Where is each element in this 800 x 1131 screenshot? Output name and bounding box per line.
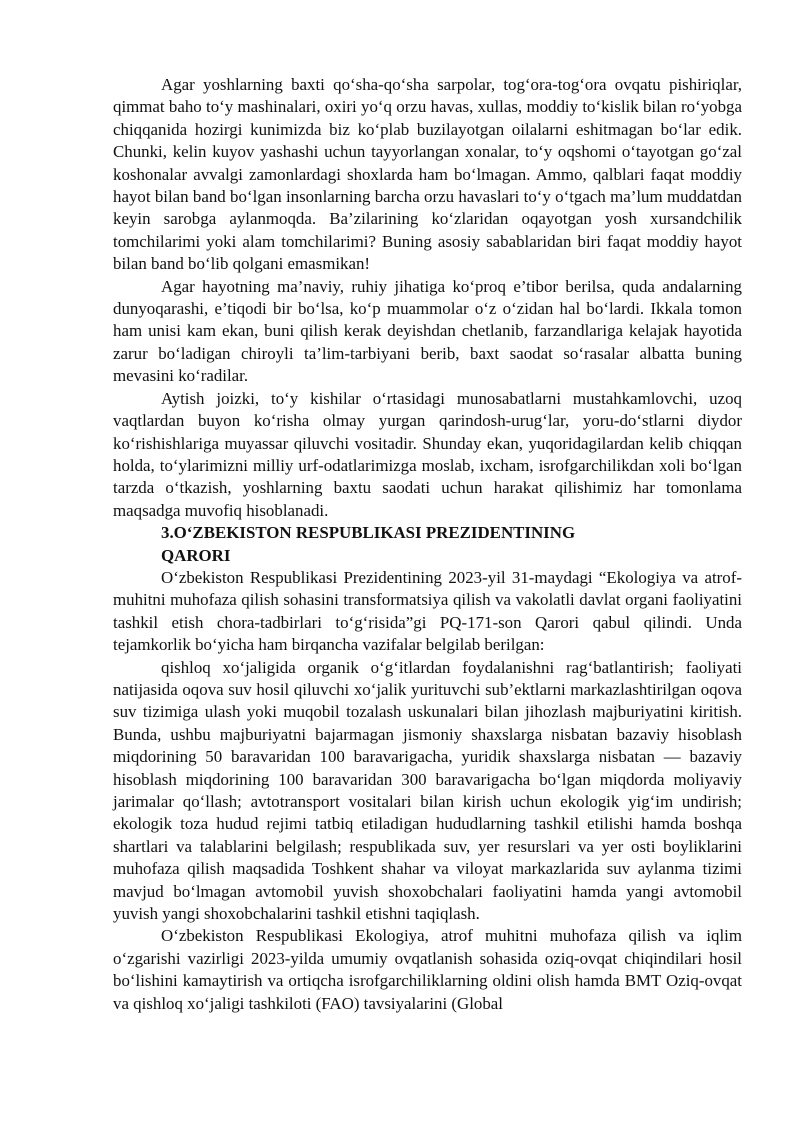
section-heading-line: 3.O‘ZBEKISTON RESPUBLIKASI PREZIDENTINING — [161, 523, 576, 543]
paragraph: Agar hayotning ma’naviy, ruhiy jihatiga ko‘proq e’tibor berilsa, quda andalarning dunyoqarashi, e’tiqodi bir bo‘lsa, ko‘p muammolar o‘z o‘zidan hal bo‘lardi. Ikkala tomon ham unisi kam ekan, buni qilish kerak deyishdan chetlanib, farzandlariga kelajak hayotida zarur bo‘ladigan chiroyli ta’lim-tarbiyani berib, baxt saodat so‘rasalar albatta buning mevasini ko‘radilar. — [113, 276, 742, 386]
paragraph: Aytish joizki, to‘y kishilar o‘rtasidagi munosabatlarni mustahkamlovchi, uzoq vaqtlardan buyon ko‘risha olmay yurgan qarindosh-urug‘lar, yoru-do‘stlarni diydor ko‘rishishlariga muyassar qiluvchi vositadir. Shunday ekan, yuqoridagilardan kelib chiqqan holda, to‘ylarimizni milliy urf-odatlarimizga moslab, ixcham, isrofgarchilikdan xoli bo‘lgan tarzda o‘tkazish, yoshlarning baxtu saodati uchun harakat qilishimiz har tomonlama maqsadga muvofiq hisoblanadi. — [113, 388, 742, 520]
section-heading — [113, 522, 742, 567]
paragraph: Agar yoshlarning baxti qo‘sha-qo‘sha sarpolar, tog‘ora-tog‘ora ovqatu pishiriqlar, qimmat baho to‘y mashinalari, oxiri yo‘q orzu havas, xullas, moddiy to‘kislik bilan ro‘yobga chiqqanida hozirgi kunimizda biz ko‘plab buzilayotgan oilalarni eshitmagan bo‘lar edik. Chunki, kelin kuyov yashashi uchun tayyorlangan xonalar, to‘y oqshomi o‘tayotgan go‘zal koshonalar avvalgi zamonlardagi shoxlarda ham bo‘lmagan. Ammo, qalblari faqat moddiy hayot bilan band bo‘lgan insonlarning barcha orzu havaslari to‘y o‘tgach ma’lum muddatdan keyin sarobga aylanmoqda. Ba’zilarining ko‘zlaridan oqayotgan yosh xursandchilik tomchilarimi yoki alam tomchilarimi? Buning asosiy sabablaridan biri faqat moddiy hayot bilan band bo‘lib qolgani emasmikan! — [113, 75, 742, 274]
section-heading-line: QARORI — [161, 545, 231, 565]
paragraph: O‘zbekiston Respublikasi Ekologiya, atrof muhitni muhofaza qilish va iqlim o‘zgarishi vazirligi 2023-yilda umumiy ovqatlanish sohasida oziq-ovqat chiqindilari hosil bo‘lishini kamaytirish va ortiqcha isrofgarchiliklarning oldini olish hamda BMT Oziq-ovqat va qishloq xo‘jaligi tashkiloti (FAO) tavsiyalarini (Global — [113, 926, 742, 1013]
paragraph: qishloq xo‘jaligida organik o‘g‘itlardan foydalanishni rag‘batlantirish; faoliyati natijasida oqova suv hosil qiluvchi xo‘jalik yurituvchi sub’ektlarni markazlashtirilgan oqova suv tizimiga ulash yoki muqobil tozalash uskunalari bilan jihozlash majburiyatini kiritish. Bunda, ushbu majburiyatni bajarmagan jismoniy shaxslarga nisbatan bazaviy hisoblash miqdorining 50 baravaridan 100 baravarigacha, yuridik shaxslarga nisbatan — bazaviy hisoblash miqdorining 100 baravaridan 300 baravarigacha bo‘lgan miqdorda moliyaviy jarimalar qo‘llash; avtotransport vositalari bilan kirish uchun ekologik yig‘im undirish; ekologik toza hudud rejimi tatbiq etiladigan hududlarning tashkil etilishi hamda boshqa shartlari va talablarini belgilash; respublikada suv, yer resurslari va yer osti boyliklarini muhofaza qilish maqsadida Toshkent shahar va viloyat markazlarida suv aylanma tizimi mavjud bo‘lmagan avtomobil yuvish shoxobchalari faoliyatini hamda yangi avtomobil yuvish yangi shoxobchalarini tashkil etishni taqiqlash. — [113, 657, 742, 924]
document-body — [113, 74, 742, 1015]
paragraph: O‘zbekiston Respublikasi Prezidentining 2023-yil 31-maydagi “Ekologiya va atrof-muhitni muhofaza qilish sohasini transformatsiya qilish va vakolatli davlat organi faoliyatini tashkil etish chora-tadbirlari to‘g‘risida”gi PQ-171-son Qarori qabul qilindi. Unda tejamkorlik bo‘yicha ham birqancha vazifalar belgilab berilgan: — [113, 567, 742, 655]
